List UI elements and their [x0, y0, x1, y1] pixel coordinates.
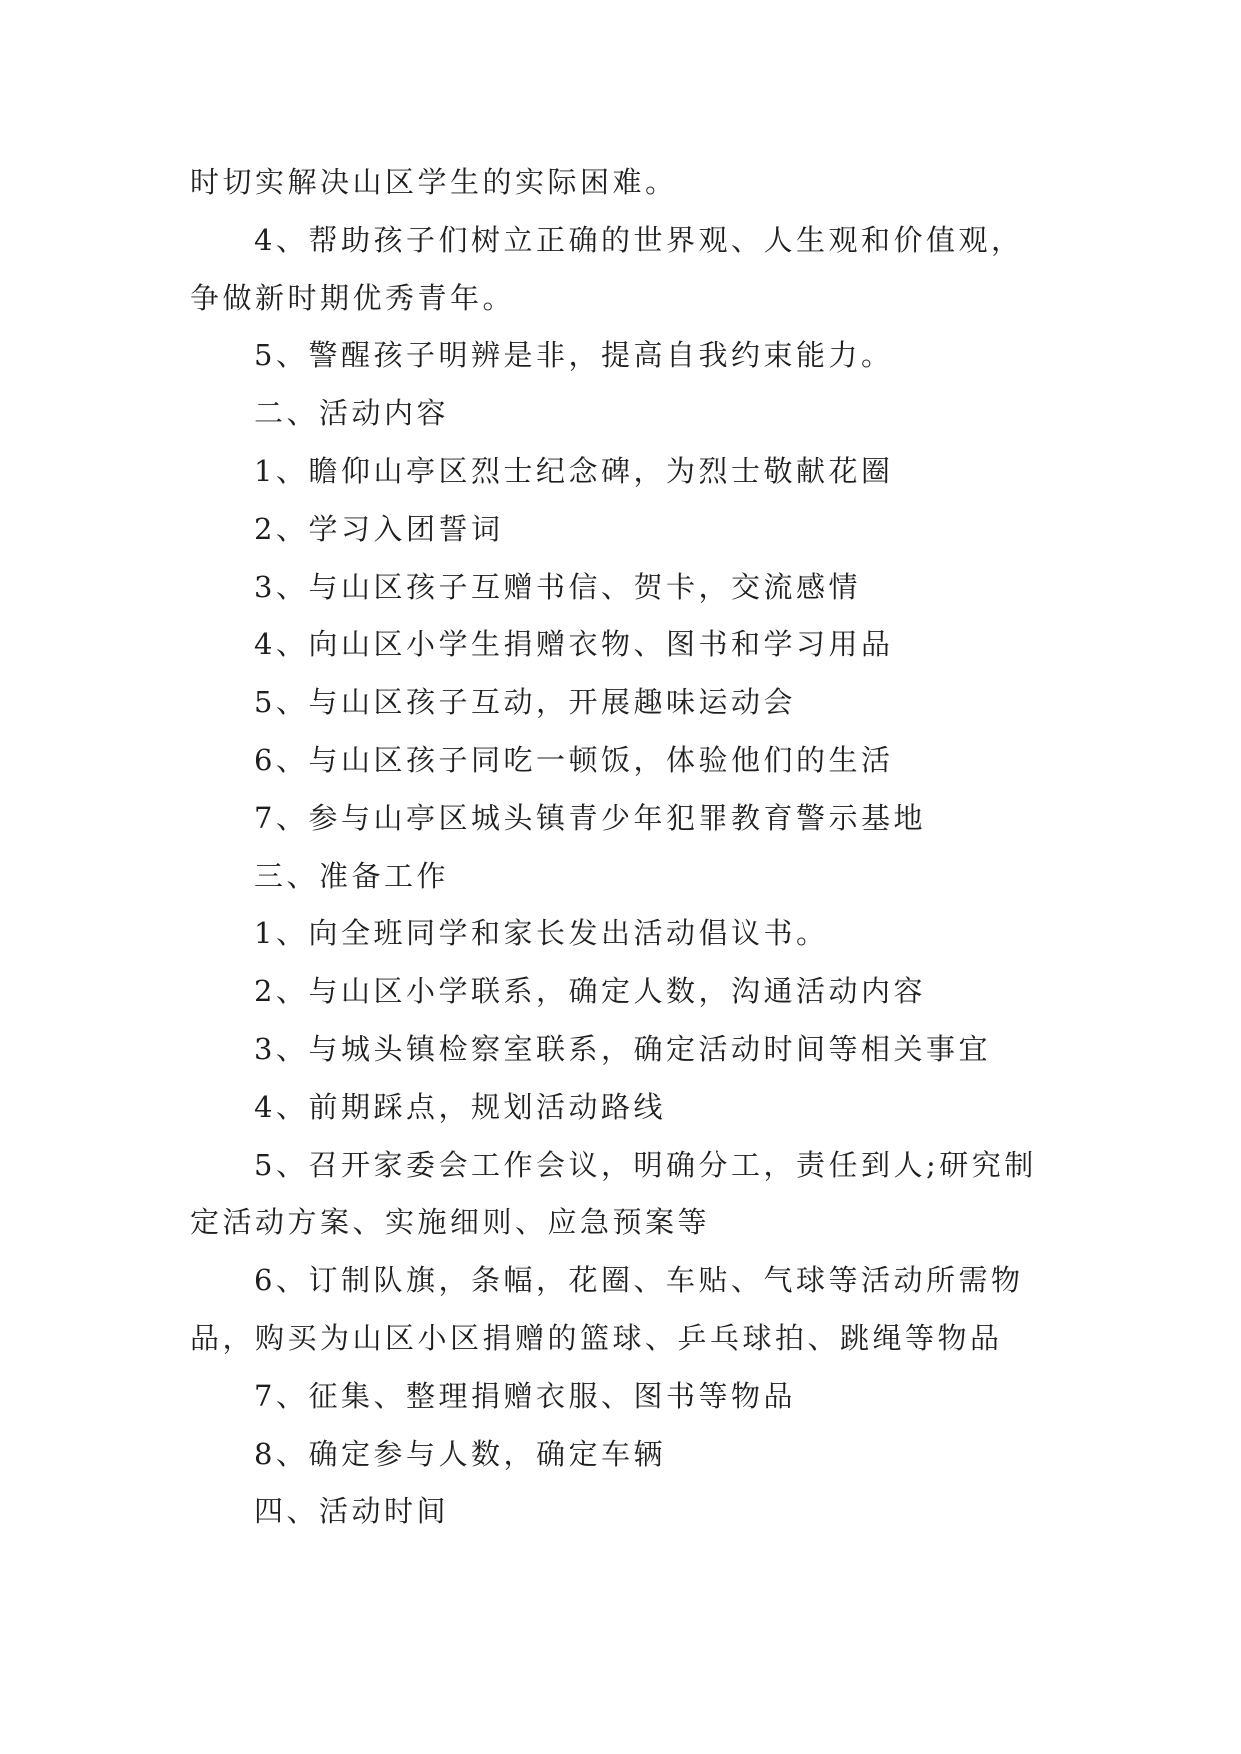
list-item [190, 559, 1090, 617]
text-line: 品，购买为山区小区捐赠的篮球、乒乓球拍、跳绳等物品 [190, 1320, 1003, 1355]
text-line: 2、与山区小学联系，确定人数，沟通活动内容 [254, 974, 926, 1009]
text-line: 5、警醒孩子明辨是非，提高自我约束能力。 [254, 338, 894, 373]
section-heading [190, 1483, 1090, 1541]
section-heading-text: 三、准备工作 [254, 858, 450, 893]
section-heading [190, 848, 1090, 906]
section-heading-text: 四、活动时间 [254, 1494, 450, 1529]
list-item [190, 1368, 1090, 1426]
text-line: 8、确定参与人数，确定车辆 [254, 1436, 666, 1471]
text-line: 2、学习入团誓词 [254, 511, 504, 546]
list-item [190, 963, 1090, 1021]
list-item [190, 674, 1090, 732]
text-line: 时切实解决山区学生的实际困难。 [190, 165, 678, 199]
list-item [190, 790, 1090, 848]
document-body [190, 154, 1090, 1541]
text-line: 4、前期踩点，规划活动路线 [254, 1089, 666, 1124]
list-item [190, 1137, 1090, 1253]
paragraph [190, 327, 1090, 385]
list-item [190, 905, 1090, 963]
text-line: 定活动方案、实施细则、应急预案等 [190, 1205, 711, 1240]
list-item [190, 1426, 1090, 1484]
list-item [190, 732, 1090, 790]
paragraph [190, 212, 1090, 328]
text-line: 1、向全班同学和家长发出活动倡议书。 [254, 916, 829, 951]
text-line: 6、与山区孩子同吃一顿饭，体验他们的生活 [254, 742, 894, 777]
list-item [190, 1079, 1090, 1137]
list-item [190, 501, 1090, 559]
list-item [190, 616, 1090, 674]
text-line: 3、与城头镇检察室联系，确定活动时间等相关事宜 [254, 1031, 991, 1066]
text-line: 5、与山区孩子互动，开展趣味运动会 [254, 685, 796, 720]
section-heading-text: 二、活动内容 [254, 396, 450, 431]
list-item [190, 1021, 1090, 1079]
section-heading [190, 385, 1090, 443]
text-line: 7、参与山亭区城头镇青少年犯罪教育警示基地 [254, 800, 926, 835]
text-line: 4、帮助孩子们树立正确的世界观、人生观和价值观， [254, 222, 1024, 257]
text-line: 6、订制队旗，条幅，花圈、车贴、气球等活动所需物 [254, 1263, 1024, 1298]
paragraph [190, 154, 1090, 212]
text-line: 争做新时期优秀青年。 [190, 280, 516, 315]
text-line: 4、向山区小学生捐赠衣物、图书和学习用品 [254, 627, 894, 662]
list-item [190, 443, 1090, 501]
list-item [190, 1252, 1090, 1368]
text-line: 7、征集、整理捐赠衣服、图书等物品 [254, 1378, 796, 1413]
text-line: 5、召开家委会工作会议，明确分工，责任到人;研究制 [254, 1147, 1037, 1182]
text-line: 3、与山区孩子互赠书信、贺卡，交流感情 [254, 569, 861, 604]
text-line: 1、瞻仰山亭区烈士纪念碑，为烈士敬献花圈 [254, 453, 894, 488]
